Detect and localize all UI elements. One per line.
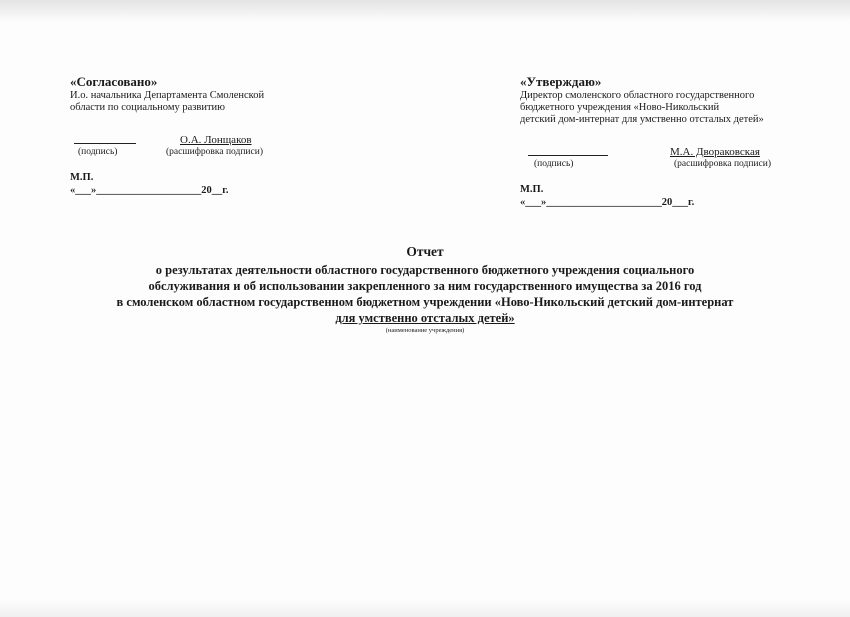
report-subject-line-3: в смоленском областном государственном бюджетном учреждении «Ново-Никольский детский дом-интернат (116, 295, 734, 309)
signature-name: М.А. Двораковская (670, 146, 760, 158)
report-subject-line-4 (20, 310, 830, 326)
institution-caption: (наименование учреждения) (385, 327, 465, 334)
approve-title: «Утверждаю» (520, 74, 602, 89)
approval-block-agreed (70, 74, 370, 197)
signature-caption: (подпись) (534, 159, 574, 169)
report-subject (20, 262, 830, 326)
agreed-title: «Согласовано» (70, 74, 158, 89)
scan-shadow-bottom (0, 599, 850, 617)
date-line: «___»______________________20___г. (520, 197, 695, 208)
signature-decode-caption: (расшифровка подписи) (674, 159, 771, 169)
date-line: «___»____________________20__г. (70, 185, 229, 196)
agreed-position-line-2: области по социальному развитию (70, 102, 226, 113)
approve-position-line-2: бюджетного учреждения «Ново-Никольский (520, 102, 720, 113)
signature-decode-caption: (расшифровка подписи) (166, 147, 263, 157)
scan-shadow-top (0, 0, 850, 22)
report-subject-line-1: о результатах деятельности областного государственного бюджетного учреждения социального (155, 263, 695, 277)
stamp-label: М.П. (520, 184, 544, 195)
stamp-label: М.П. (70, 172, 94, 183)
agreed-signature-row (70, 134, 370, 158)
approve-position-line-3: детский дом-интернат для умственно отсталых детей» (520, 114, 764, 125)
approve-signature-row (520, 146, 840, 170)
report-title: Отчет (406, 244, 444, 259)
report-subject-line-2: обслуживания и об использовании закрепленного за ним государственного имущества за 2016 год (148, 279, 702, 293)
signature-caption: (подпись) (78, 147, 118, 157)
institution-name-underlined: для умственно отсталых детей» (335, 311, 515, 325)
signature-blank-line (528, 155, 608, 156)
signature-name: О.А. Лонщаков (180, 134, 252, 146)
approve-position-line-1: Директор смоленского областного государственного (520, 90, 755, 101)
approval-block-approve (520, 74, 840, 209)
agreed-position-line-1: И.о. начальника Департамента Смоленской (70, 90, 265, 101)
signature-blank-line (74, 143, 136, 144)
